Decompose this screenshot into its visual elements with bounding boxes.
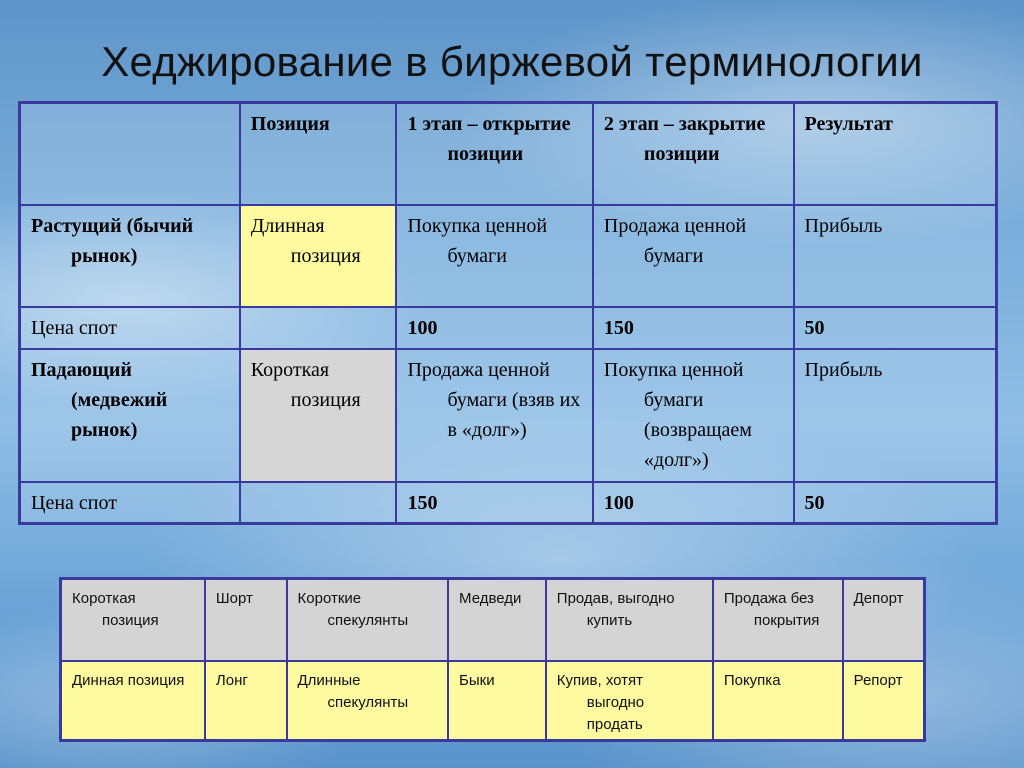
table-row xyxy=(20,349,997,482)
result-cell: Прибыль xyxy=(794,349,997,482)
term-cell: Быки xyxy=(448,661,546,741)
term-cell: Репорт xyxy=(843,661,925,741)
term-cell: Депорт xyxy=(843,579,925,662)
result-cell: Прибыль xyxy=(794,205,997,307)
header-position: Позиция xyxy=(240,103,397,205)
position-cell: Длинная позиция xyxy=(240,205,397,307)
result-value: 50 xyxy=(794,307,997,349)
header-stage-1: 1 этап – открытие позиции xyxy=(396,103,592,205)
table-row xyxy=(20,205,997,307)
term-cell: Продав, выгодно купить xyxy=(546,579,713,662)
position-cell: Короткая позиция xyxy=(240,349,397,482)
spot-price-label: Цена спот xyxy=(20,482,240,524)
term-cell: Длинные спекулянты xyxy=(287,661,449,741)
stage-2-price: 100 xyxy=(593,482,794,524)
term-cell: Покупка xyxy=(713,661,843,741)
table-header-row xyxy=(20,103,997,205)
slide-title: Хеджирование в биржевой терминологии xyxy=(101,38,923,85)
term-cell: Продажа без покрытия xyxy=(713,579,843,662)
spot-price-label: Цена спот xyxy=(20,307,240,349)
stage-1-price: 100 xyxy=(396,307,592,349)
term-cell: Динная позиция xyxy=(61,661,205,741)
table-row xyxy=(20,307,997,349)
header-stage-2: 2 этап – закрытие позиции xyxy=(593,103,794,205)
header-empty-cell xyxy=(20,103,240,205)
empty-cell xyxy=(240,482,397,524)
table-row xyxy=(20,482,997,524)
stage-2-cell: Покупка ценной бумаги (возвращаем «долг») xyxy=(593,349,794,482)
term-cell: Лонг xyxy=(205,661,287,741)
stage-2-price: 150 xyxy=(593,307,794,349)
term-cell: Шорт xyxy=(205,579,287,662)
long-terms-row xyxy=(61,661,925,741)
stage-1-price: 150 xyxy=(396,482,592,524)
market-label: Растущий (бычий рынок) xyxy=(20,205,240,307)
stage-1-cell: Продажа ценной бумаги (взяв их в «долг») xyxy=(396,349,592,482)
market-label: Падающий (медвежий рынок) xyxy=(20,349,240,482)
result-value: 50 xyxy=(794,482,997,524)
terms-table xyxy=(59,577,926,742)
term-cell: Купив, хотят выгодно продать xyxy=(546,661,713,741)
hedging-table xyxy=(18,101,998,525)
term-cell: Короткая позиция xyxy=(61,579,205,662)
stage-1-cell: Покупка ценной бумаги xyxy=(396,205,592,307)
header-result: Результат xyxy=(794,103,997,205)
term-cell: Короткие спекулянты xyxy=(287,579,449,662)
term-cell: Медведи xyxy=(448,579,546,662)
short-terms-row xyxy=(61,579,925,662)
empty-cell xyxy=(240,307,397,349)
stage-2-cell: Продажа ценной бумаги xyxy=(593,205,794,307)
